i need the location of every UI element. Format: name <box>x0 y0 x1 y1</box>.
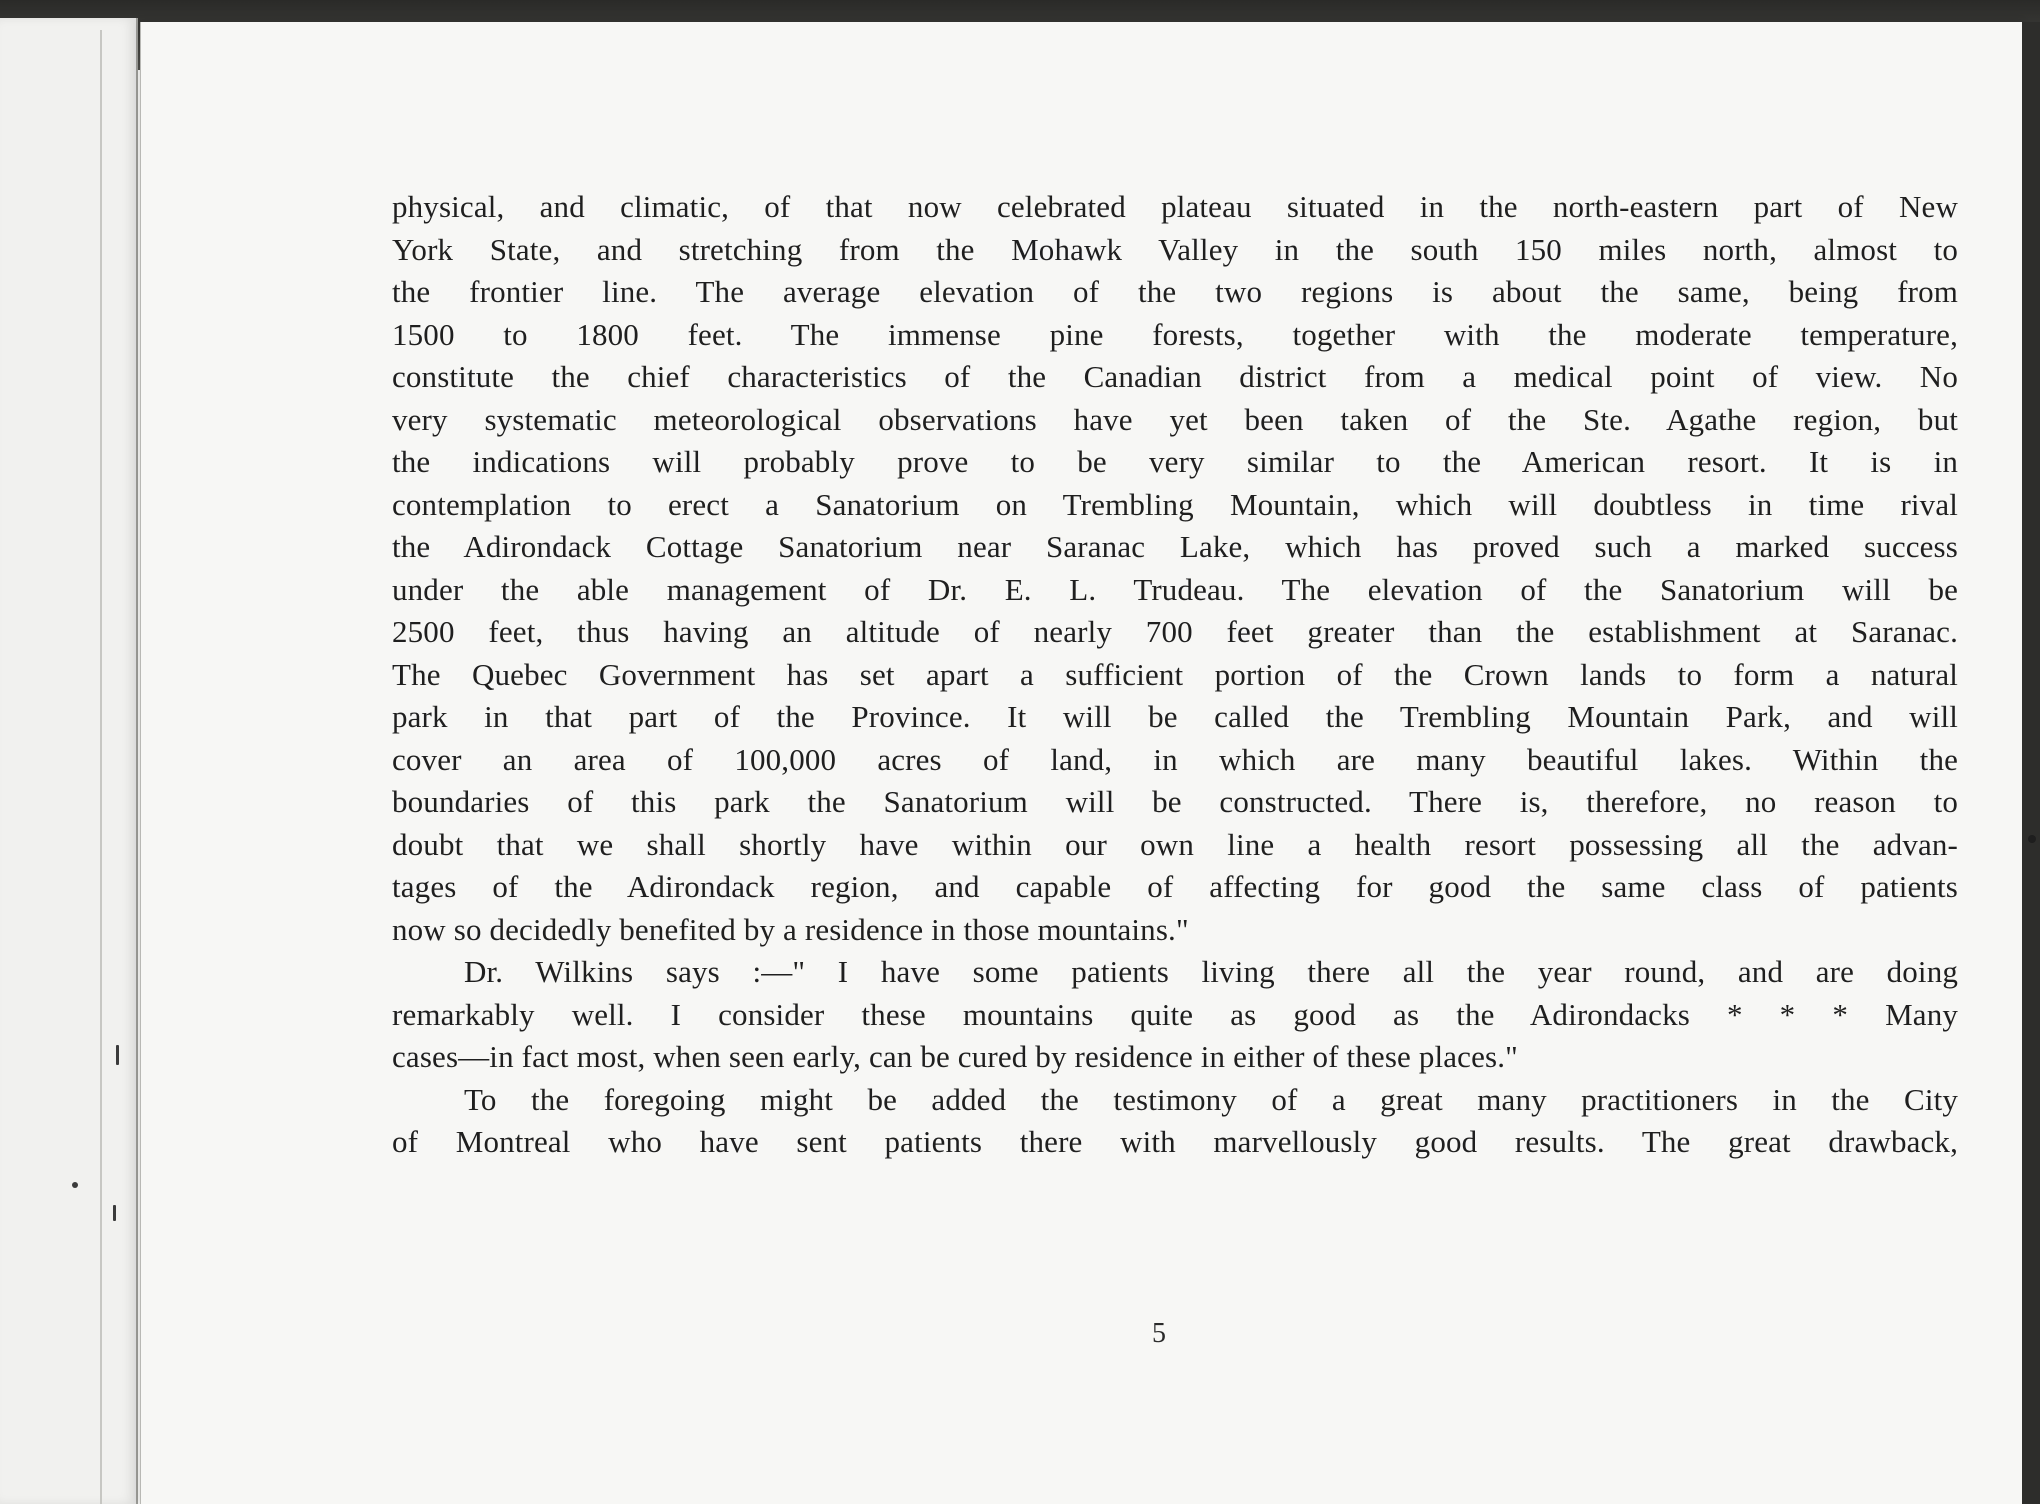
scan-speck <box>72 1182 78 1188</box>
scan-speck <box>116 1045 119 1065</box>
text-line: 1500 to 1800 feet. The immense pine forests, together with the moderate temperature, <box>392 316 1958 352</box>
text-line: boundaries of this park the Sanatorium will be constructed. There is, therefore, no reason to <box>392 784 1958 819</box>
text-line: contemplation to erect a Sanatorium on Trembling Mountain, which will doubtless in time rival <box>392 486 1958 522</box>
text-line: now so decidedly benefited by a residence in those mountains." <box>392 911 1189 947</box>
text-line: the indications will probably prove to be very similar to the American resort. It is in <box>392 444 1958 479</box>
text-line: The Quebec Government has set apart a sufficient portion of the Crown lands to form a natural <box>392 656 1958 692</box>
text-line: York State, and stretching from the Mohawk Valley in the south 150 miles north, almost to <box>392 231 1958 267</box>
text-line: cover an area of 100,000 acres of land, in which are many beautiful lakes. Within the <box>392 741 1958 777</box>
scan-speck <box>2028 835 2036 843</box>
scan-speck <box>113 1205 116 1221</box>
paragraph-3 <box>392 1079 1958 1164</box>
text-line: tages of the Adirondack region, and capable of affecting for good the same class of patients <box>392 869 1958 904</box>
paragraph-2 <box>392 951 1958 1079</box>
left-page-edge <box>0 18 138 1504</box>
text-line: Dr. Wilkins says :—" I have some patients living there all the year round, and are doing <box>464 954 1958 989</box>
text-line: doubt that we shall shortly have within our own line a health resort possessing all the advan- <box>392 826 1958 862</box>
text-line: under the able management of Dr. E. L. Trudeau. The elevation of the Sanatorium will be <box>392 571 1958 607</box>
text-line: the Adirondack Cottage Sanatorium near Saranac Lake, which has proved such a marked success <box>392 529 1958 564</box>
text-line: physical, and climatic, of that now celebrated plateau situated in the north-eastern part of New <box>392 189 1958 224</box>
text-line: the frontier line. The average elevation of the two regions is about the same, being from <box>392 274 1958 309</box>
text-line: remarkably well. I consider these mountains quite as good as the Adirondacks * * * Many <box>392 996 1958 1032</box>
page-number: 5 <box>1152 1318 1166 1349</box>
text-line: of Montreal who have sent patients there with marvellously good results. The great drawback, <box>392 1124 1958 1159</box>
paragraph-1 <box>392 186 1958 951</box>
text-line: 2500 feet, thus having an altitude of nearly 700 feet greater than the establishment at Saranac. <box>392 614 1958 649</box>
page-text <box>392 186 1958 1164</box>
text-line: very systematic meteorological observations have yet been taken of the Ste. Agathe region, but <box>392 401 1958 437</box>
text-line: cases—in fact most, when seen early, can be cured by residence in either of these places." <box>392 1039 1518 1074</box>
scan-right-border <box>2022 22 2040 1504</box>
text-line: constitute the chief characteristics of the Canadian district from a medical point of view. No <box>392 359 1958 394</box>
page-gutter-line <box>100 30 102 1504</box>
text-line: To the foregoing might be added the testimony of a great many practitioners in the City <box>464 1081 1958 1117</box>
text-line: park in that part of the Province. It will be called the Trembling Mountain Park, and will <box>392 699 1958 734</box>
